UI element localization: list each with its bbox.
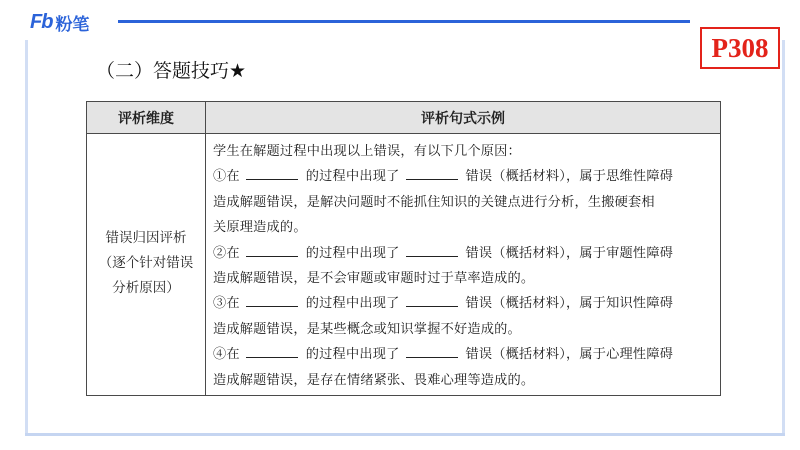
header-divider	[118, 20, 690, 23]
fill-blank	[246, 294, 298, 307]
list-item	[213, 291, 714, 316]
list-item-continued: 造成解题错误，是某些概念或知识掌握不好造成的。	[213, 321, 521, 337]
brand-logo	[30, 10, 89, 34]
intro-line: 学生在解题过程中出现以上错误，有以下几个原因：	[213, 144, 521, 159]
item-mid: 的过程中出现了	[305, 347, 400, 363]
fill-blank	[246, 345, 298, 358]
item-mid: 的过程中出现了	[305, 169, 400, 185]
item-prefix: ④在	[213, 347, 240, 363]
list-item-continued: 关原理造成的。	[213, 220, 307, 236]
list-item	[213, 241, 714, 266]
dimension-cell	[87, 134, 206, 395]
list-item-continued: 造成解题错误，是解决问题时不能抓住知识的关键点进行分析，生搬硬套相	[213, 194, 655, 210]
item-prefix: ①在	[213, 169, 240, 185]
fill-blank	[406, 294, 458, 307]
logo-mark: Fb	[30, 10, 53, 33]
page-number-badge: P308	[700, 27, 780, 69]
item-after: 错误（概括材料），属于审题性障碍	[465, 245, 674, 261]
fill-blank	[246, 244, 298, 257]
dimension-line-2: （逐个针对错误	[98, 255, 194, 271]
fill-blank	[406, 244, 458, 257]
section-title: （二）答题技巧★	[96, 60, 247, 82]
item-after: 错误（概括材料），属于思维性障碍	[465, 169, 674, 185]
item-prefix: ③在	[213, 296, 240, 312]
fill-blank	[406, 167, 458, 180]
content-frame-bottom	[25, 433, 785, 436]
item-after: 错误（概括材料），属于知识性障碍	[465, 296, 674, 312]
fill-blank	[246, 167, 298, 180]
list-item	[213, 342, 714, 367]
item-mid: 的过程中出现了	[305, 245, 400, 261]
list-item	[213, 164, 714, 189]
dimension-line-1: 错误归因评析	[105, 230, 187, 246]
logo-text: 粉笔	[55, 14, 90, 35]
list-item-continued: 造成解题错误，是不会审题或审题时过于草率造成的。	[213, 271, 535, 287]
dimension-line-3: 分析原因）	[112, 280, 180, 296]
list-item-continued: 造成解题错误，是存在情绪紧张、畏难心理等造成的。	[213, 372, 535, 388]
table-header-examples: 评析句式示例	[206, 102, 720, 134]
fill-blank	[406, 345, 458, 358]
item-mid: 的过程中出现了	[305, 296, 400, 312]
item-prefix: ②在	[213, 245, 240, 261]
table-header-dimension: 评析维度	[87, 102, 206, 134]
examples-cell	[206, 134, 720, 395]
item-after: 错误（概括材料），属于心理性障碍	[465, 347, 674, 363]
evaluation-table	[86, 101, 721, 396]
